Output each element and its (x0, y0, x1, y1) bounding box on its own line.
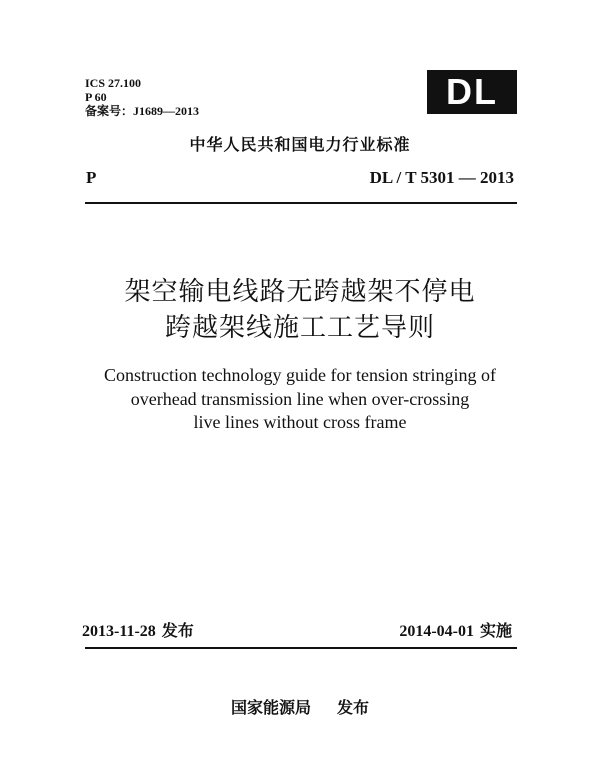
publish-label: 发布 (161, 621, 194, 640)
issuer-name: 国家能源局 (230, 698, 311, 717)
issuer-action: 发布 (337, 698, 370, 717)
english-title-line-2: overhead transmission line when over-crossing (130, 389, 470, 409)
category-letter: P (86, 168, 97, 187)
standard-number: DL / T 5301 — 2013 (369, 168, 514, 187)
top-divider (85, 202, 517, 204)
implement-date: 2014-04-01 (399, 623, 474, 640)
english-title-line-3: live lines without cross frame (193, 412, 407, 432)
publish-date: 2013-11-28 (82, 623, 156, 640)
implement-date-block (399, 621, 512, 642)
publish-date-block (82, 621, 194, 642)
ics-code: ICS 27.100 (85, 76, 142, 90)
p-code: P 60 (85, 90, 107, 104)
bottom-divider (85, 647, 517, 649)
dl-logo: DL (427, 70, 517, 114)
chinese-title-line-2: 跨越架线施工工艺导则 (164, 313, 435, 343)
standard-classification: 中华人民共和国电力行业标准 (189, 135, 411, 154)
implement-label: 实施 (479, 621, 512, 640)
chinese-title-line-1: 架空输电线路无跨越架不停电 (124, 277, 476, 307)
issuer-line (0, 698, 600, 718)
english-title-line-1: Construction technology guide for tension stringing of (104, 365, 496, 385)
record-number: 备案号：J1689—2013 (85, 104, 200, 118)
